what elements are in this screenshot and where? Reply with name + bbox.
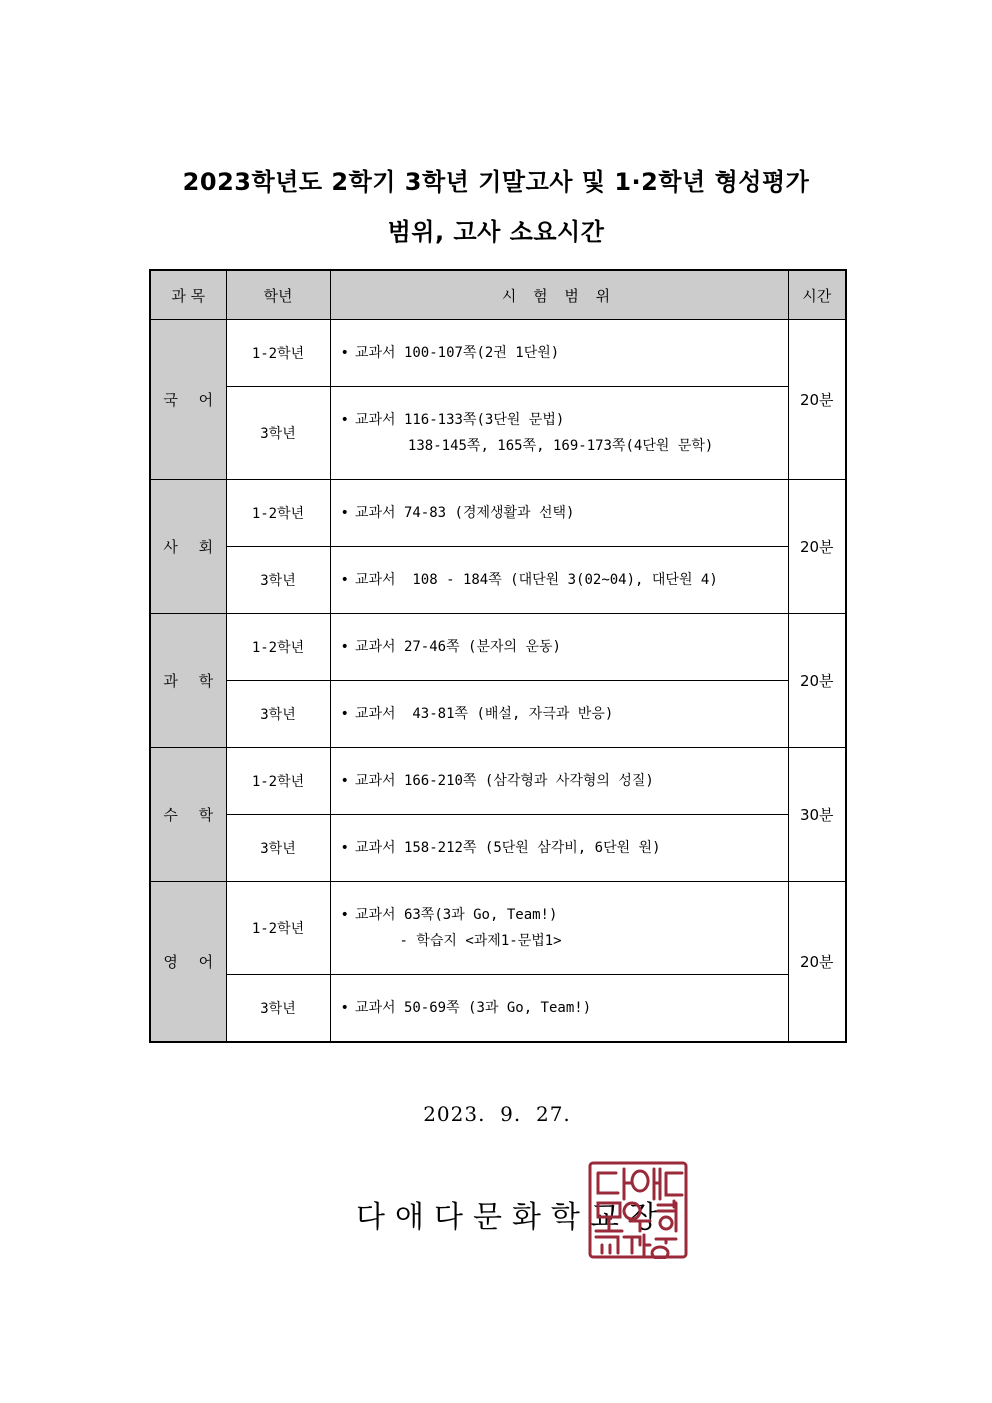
document-title: 2023학년도 2학기 3학년 기말고사 및 1·2학년 형성평가: [182, 168, 810, 196]
table-row: [150, 882, 846, 975]
range-cell: [330, 547, 788, 614]
grade-cell: 1-2학년: [226, 480, 330, 547]
bullet-icon: •: [340, 907, 349, 923]
table-row: [150, 681, 846, 748]
range-text-continued: - 학습지 <과제1-문법1>: [340, 933, 562, 949]
time-cell: 20분: [788, 480, 846, 614]
grade-cell: 3학년: [226, 975, 330, 1042]
grade-cell: 3학년: [226, 387, 330, 480]
range-text: 교과서 108 - 184쪽 (대단원 3(02~04), 대단원 4): [354, 572, 718, 588]
time-cell: 20분: [788, 614, 846, 748]
document-date: 2023. 9. 27.: [423, 1102, 571, 1126]
range-cell: [330, 975, 788, 1042]
range-cell: [330, 387, 788, 480]
range-cell: [330, 815, 788, 882]
grade-cell: 1-2학년: [226, 748, 330, 815]
range-cell: [330, 882, 788, 975]
subject-cell: 국 어: [150, 320, 226, 480]
range-cell: [330, 614, 788, 681]
grade-cell: 1-2학년: [226, 882, 330, 975]
range-text: 교과서 100-107쪽(2권 1단원): [354, 345, 560, 361]
table-row: [150, 320, 846, 387]
header-time: 시간: [788, 270, 846, 320]
header-subject: 과 목: [150, 270, 226, 320]
grade-cell: 1-2학년: [226, 320, 330, 387]
header-grade: 학년: [226, 270, 330, 320]
time-cell: 20분: [788, 882, 846, 1042]
document-subtitle: 범위, 고사 소요시간: [387, 218, 605, 246]
range-cell: [330, 320, 788, 387]
bullet-icon: •: [340, 706, 349, 722]
bullet-icon: •: [340, 412, 349, 428]
exam-schedule-table: [149, 269, 847, 1043]
bullet-icon: •: [340, 639, 349, 655]
grade-cell: 3학년: [226, 547, 330, 614]
range-text: 교과서 166-210쪽 (삼각형과 사각형의 성질): [354, 773, 654, 789]
header-range: 시 험 범 위: [330, 270, 788, 320]
range-cell: [330, 681, 788, 748]
bullet-icon: •: [340, 999, 349, 1016]
table-row: [150, 748, 846, 815]
bullet-icon: •: [340, 345, 349, 361]
table-row: [150, 547, 846, 614]
table-row: [150, 480, 846, 547]
range-text: 교과서 116-133쪽(3단원 문법): [354, 412, 565, 428]
time-cell: 30분: [788, 748, 846, 882]
school-seal-icon: [588, 1161, 688, 1259]
range-text: 교과서 74-83 (경제생활과 선택): [354, 505, 575, 521]
table-row: [150, 815, 846, 882]
range-cell: [330, 480, 788, 547]
table-row: [150, 614, 846, 681]
subject-cell: 과 학: [150, 614, 226, 748]
range-text: 교과서 158-212쪽 (5단원 삼각비, 6단원 원): [354, 840, 661, 856]
subject-cell: 영 어: [150, 882, 226, 1042]
grade-cell: 3학년: [226, 815, 330, 882]
school-signature: 다애다문화학교장: [356, 1200, 668, 1235]
range-text: 교과서 63쪽(3과 Go, Team!): [354, 907, 558, 923]
table-header-row: [150, 270, 846, 320]
range-cell: [330, 748, 788, 815]
range-text: 교과서 43-81쪽 (배설, 자극과 반응): [354, 706, 614, 722]
subject-cell: 수 학: [150, 748, 226, 882]
subject-cell: 사 회: [150, 480, 226, 614]
bullet-icon: •: [340, 505, 349, 521]
bullet-icon: •: [340, 773, 349, 789]
bullet-icon: •: [340, 840, 349, 856]
table-row: [150, 975, 846, 1042]
range-text-continued: 138-145쪽, 165쪽, 169-173쪽(4단원 문학): [340, 438, 714, 454]
range-text: 교과서 27-46쪽 (분자의 운동): [354, 639, 561, 655]
time-cell: 20분: [788, 320, 846, 480]
range-text: 교과서 50-69쪽 (3과 Go, Team!): [354, 999, 592, 1016]
grade-cell: 1-2학년: [226, 614, 330, 681]
grade-cell: 3학년: [226, 681, 330, 748]
bullet-icon: •: [340, 572, 349, 588]
table-row: [150, 387, 846, 480]
